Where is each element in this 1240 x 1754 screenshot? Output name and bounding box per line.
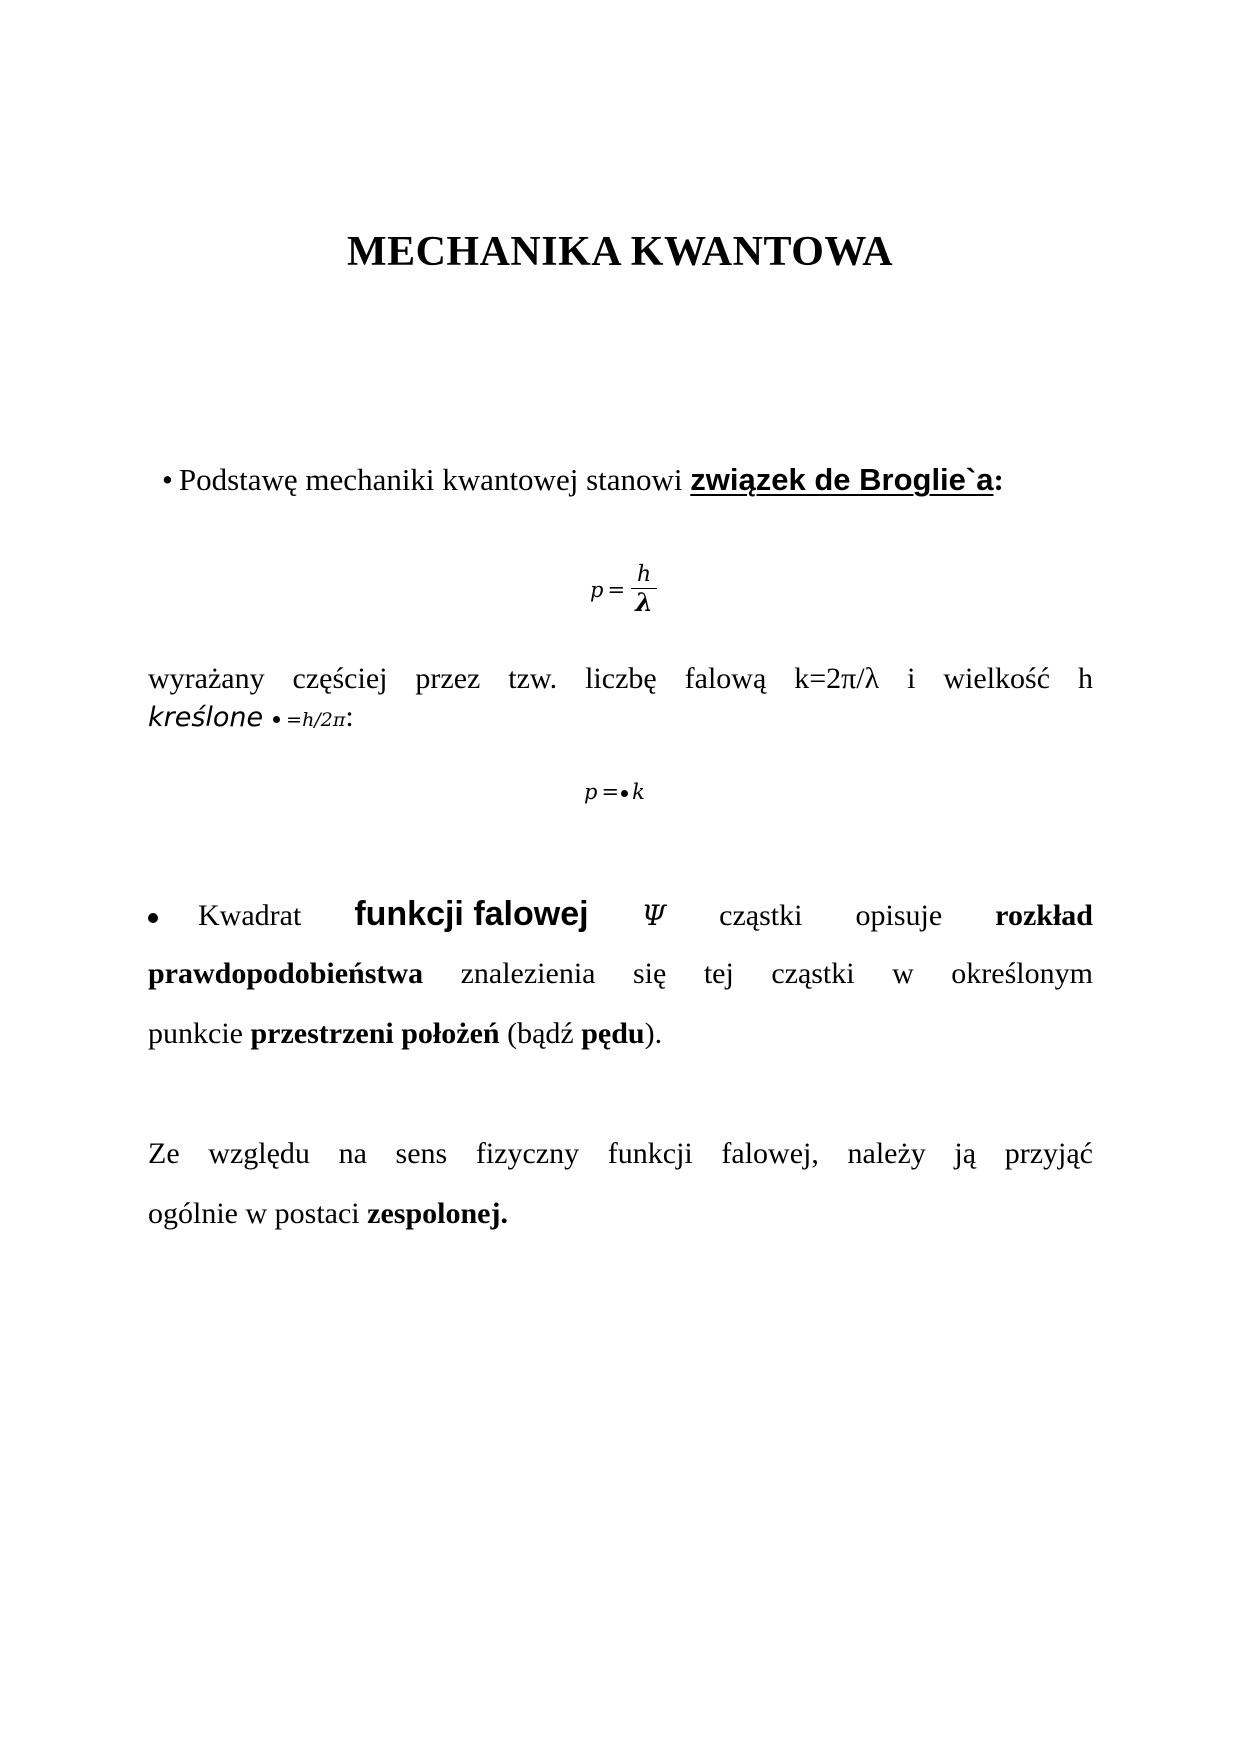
kreslone-term: kreślone — [148, 702, 264, 733]
wavenumber-formula: k=2π/λ — [794, 662, 880, 695]
debroglie-paragraph-line — [162, 462, 1004, 498]
word: ją — [954, 1137, 977, 1170]
complex-term: zespolonej. — [367, 1197, 508, 1230]
debroglie-colon: : — [993, 462, 1004, 497]
hbar-colon: : — [345, 700, 354, 733]
hbar-placeholder-icon — [621, 790, 628, 797]
word: sens — [395, 1137, 448, 1170]
paragraph-row — [148, 1184, 1093, 1244]
paragraph-row — [148, 1124, 1093, 1184]
word: falową — [684, 662, 767, 695]
formula2-rhs: k — [632, 780, 645, 804]
complex-paragraph — [148, 1124, 1093, 1244]
debroglie-lead-text: Podstawę mechaniki kwantowej stanowi — [178, 462, 683, 497]
paragraph-row — [148, 884, 1093, 944]
formula-momentum-k — [584, 780, 645, 804]
momentum-term: pędu — [581, 1017, 645, 1050]
word: wyrażany — [148, 662, 265, 695]
word: cząstki — [719, 899, 803, 932]
word: i — [907, 662, 916, 695]
text-fragment: punkcie — [148, 1017, 251, 1050]
formula1-denominator: λ — [635, 588, 653, 617]
formula2-eq: = — [601, 780, 620, 804]
debroglie-term: związek de Broglie`a — [690, 462, 994, 497]
text-fragment: ). — [644, 1017, 663, 1050]
word: tzw. — [508, 662, 558, 695]
formula2-lhs: p — [584, 780, 598, 804]
word: Ze — [148, 1137, 180, 1170]
word: względu — [208, 1137, 310, 1170]
word: znalezienia — [460, 957, 596, 990]
formula-debroglie — [590, 562, 657, 617]
word: fizyczny — [475, 1137, 580, 1170]
paragraph-row — [148, 1004, 1093, 1064]
word: opisuje — [855, 899, 943, 932]
word: na — [338, 1137, 367, 1170]
wavefunction-paragraph — [148, 884, 1093, 1064]
hbar-definition-math: =h/2π — [286, 709, 346, 731]
text-fragment: ogólnie w postaci — [148, 1197, 368, 1230]
formula1-eq: = — [607, 577, 626, 602]
word: tej — [703, 957, 734, 990]
bullet-icon — [148, 913, 158, 923]
bullet-icon: • — [162, 462, 173, 497]
word: częściej — [292, 662, 388, 695]
psi-symbol: Ψ — [641, 899, 667, 932]
bullet-word: Kwadrat — [148, 886, 301, 946]
formula1-lhs: p — [590, 577, 604, 602]
hbar-definition-line — [148, 700, 354, 734]
probability-term: prawdopodobieństwa — [148, 957, 424, 990]
word: się — [632, 957, 667, 990]
wavenumber-line — [148, 662, 1093, 696]
position-space-term: przestrzeni położeń — [250, 1017, 500, 1050]
word: należy — [847, 1137, 926, 1170]
formula1-fraction — [631, 562, 657, 617]
text-fragment: (bądź — [499, 1017, 582, 1050]
word: h — [1077, 662, 1093, 695]
hbar-placeholder-icon — [273, 716, 280, 723]
page-title: MECHANIKA KWANTOWA — [346, 229, 894, 275]
word: liczbę — [585, 662, 657, 695]
word: przez — [415, 662, 481, 695]
wavefunction-term: funkcji falowej — [354, 895, 589, 933]
paragraph-row — [148, 944, 1093, 1004]
word: w — [892, 957, 914, 990]
word: określonym — [951, 957, 1093, 990]
word: przyjąć — [1004, 1137, 1093, 1170]
rozklad-term: rozkład — [995, 899, 1093, 932]
formula1-numerator: h — [636, 562, 652, 587]
word: wielkość — [943, 662, 1051, 695]
word: funkcji — [607, 1137, 693, 1170]
word: cząstki — [771, 957, 855, 990]
word: falowej, — [721, 1137, 819, 1170]
